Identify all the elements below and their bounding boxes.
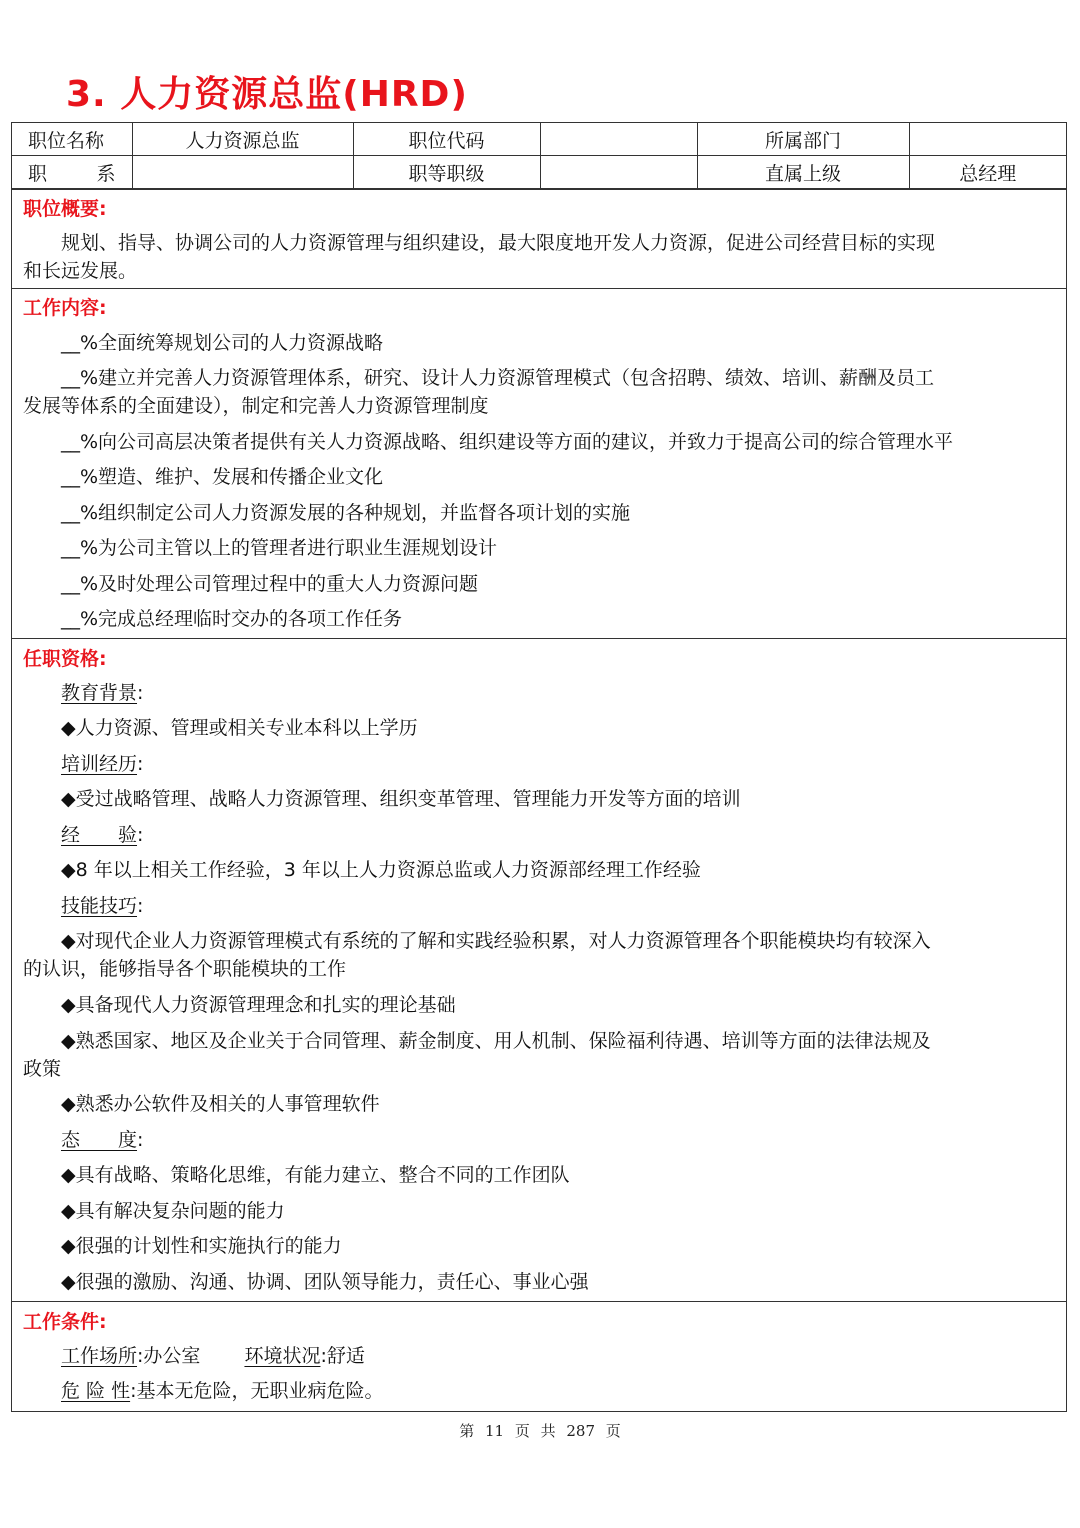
- label-position-code: 职位代码: [353, 123, 540, 156]
- attitude-label: 态 度:: [61, 1129, 144, 1151]
- skills-item: ◆熟悉办公软件及相关的人事管理软件: [61, 1093, 380, 1115]
- skills-item-cont: 政策: [23, 1058, 62, 1080]
- training-item: ◆受过战略管理、战略人力资源管理、组织变革管理、管理能力开发等方面的培训: [61, 788, 741, 810]
- header-row-2: [12, 156, 1066, 189]
- experience-item: ◆8 年以上相关工作经验，3 年以上人力资源总监或人力资源部经理工作经验: [61, 859, 701, 881]
- place-value: 办公室: [143, 1345, 201, 1367]
- env-value: 舒适: [326, 1345, 365, 1367]
- duties-section: [12, 288, 1066, 638]
- label-job-family: [12, 156, 132, 189]
- conditions-risk: 危 险 性:基本无危险，无职业病危险。: [61, 1380, 384, 1402]
- experience-label: 经 验:: [61, 824, 144, 846]
- duty-item: __%完成总经理临时交办的各项工作任务: [61, 608, 403, 630]
- job-description-form: [11, 122, 1067, 1412]
- duty-item: __%及时处理公司管理过程中的重大人力资源问题: [61, 573, 479, 595]
- training-label: 培训经历:: [61, 753, 144, 775]
- page-title: 3. 人力资源总监(HRD): [66, 74, 468, 115]
- qualifications-section: [12, 638, 1066, 1301]
- duty-item: __%建立并完善人力资源管理体系，研究、设计人力资源管理模式（包含招聘、绩效、培训、薪酬及员工: [61, 367, 935, 389]
- skills-item: ◆具备现代人力资源管理理念和扎实的理论基础: [61, 994, 456, 1016]
- value-position-name: 人力资源总监: [132, 123, 353, 156]
- env-label: 环境状况: [244, 1345, 321, 1367]
- duty-item: __%全面统筹规划公司的人力资源战略: [61, 332, 384, 354]
- overview-heading: 职位概要:: [23, 198, 107, 220]
- attitude-item: ◆具有解决复杂问题的能力: [61, 1200, 285, 1222]
- education-label: 教育背景:: [61, 682, 144, 704]
- conditions-heading: 工作条件:: [23, 1311, 107, 1333]
- attitude-item: ◆具有战略、策略化思维，有能力建立、整合不同的工作团队: [61, 1164, 570, 1186]
- risk-value: 基本无危险，无职业病危险。: [136, 1380, 384, 1402]
- duty-item: __%向公司高层决策者提供有关人力资源战略、组织建设等方面的建议，并致力于提高公司的综合管理水平: [61, 431, 954, 453]
- duty-item: __%塑造、维护、发展和传播企业文化: [61, 466, 384, 488]
- skills-item: ◆对现代企业人力资源管理模式有系统的了解和实践经验积累，对人力资源管理各个职能模块均有较深入: [61, 930, 931, 952]
- education-item: ◆人力资源、管理或相关专业本科以上学历: [61, 717, 418, 739]
- attitude-item: ◆很强的激励、沟通、协调、团队领导能力，责任心、事业心强: [61, 1271, 589, 1293]
- header-row-1: [12, 123, 1066, 156]
- label-job-family-b: 系: [96, 162, 116, 185]
- label-supervisor: 直属上级: [697, 156, 909, 189]
- page-footer: 第 11 页 共 287 页: [459, 1422, 621, 1440]
- duty-item-cont: 发展等体系的全面建设），制定和完善人力资源管理制度: [23, 395, 489, 417]
- skills-item: ◆熟悉国家、地区及企业关于合同管理、薪金制度、用人机制、保险福利待遇、培训等方面的法律法规及: [61, 1030, 931, 1052]
- value-job-family: [132, 156, 353, 189]
- overview-section: [12, 189, 1066, 288]
- attitude-item: ◆很强的计划性和实施执行的能力: [61, 1235, 342, 1257]
- qualifications-heading: 任职资格:: [23, 648, 107, 670]
- duty-item: __%组织制定公司人力资源发展的各种规划，并监督各项计划的实施: [61, 502, 631, 524]
- conditions-section: [12, 1301, 1066, 1411]
- label-job-family-a: 职: [28, 162, 48, 185]
- duty-item: __%为公司主管以上的管理者进行职业生涯规划设计: [61, 537, 498, 559]
- skills-label: 技能技巧:: [61, 895, 144, 917]
- value-supervisor: 总经理: [909, 156, 1066, 189]
- value-department: [909, 123, 1066, 156]
- risk-label: 危 险 性: [61, 1380, 131, 1402]
- value-grade: [540, 156, 697, 189]
- value-position-code: [540, 123, 697, 156]
- label-department: 所属部门: [697, 123, 909, 156]
- duties-heading: 工作内容:: [23, 297, 107, 319]
- label-position-name: 职位名称: [12, 123, 132, 156]
- overview-line-1: 规划、指导、协调公司的人力资源管理与组织建设，最大限度地开发人力资源，促进公司经营目标的实现: [61, 232, 936, 254]
- place-label: 工作场所: [61, 1345, 138, 1367]
- skills-item-cont: 的认识，能够指导各个职能模块的工作: [23, 958, 347, 980]
- overview-line-2: 和长远发展。: [23, 260, 138, 282]
- header-table: [12, 123, 1066, 189]
- conditions-place-env: 工作场所:办公室 环境状况:舒适: [61, 1345, 365, 1367]
- label-grade: 职等职级: [353, 156, 540, 189]
